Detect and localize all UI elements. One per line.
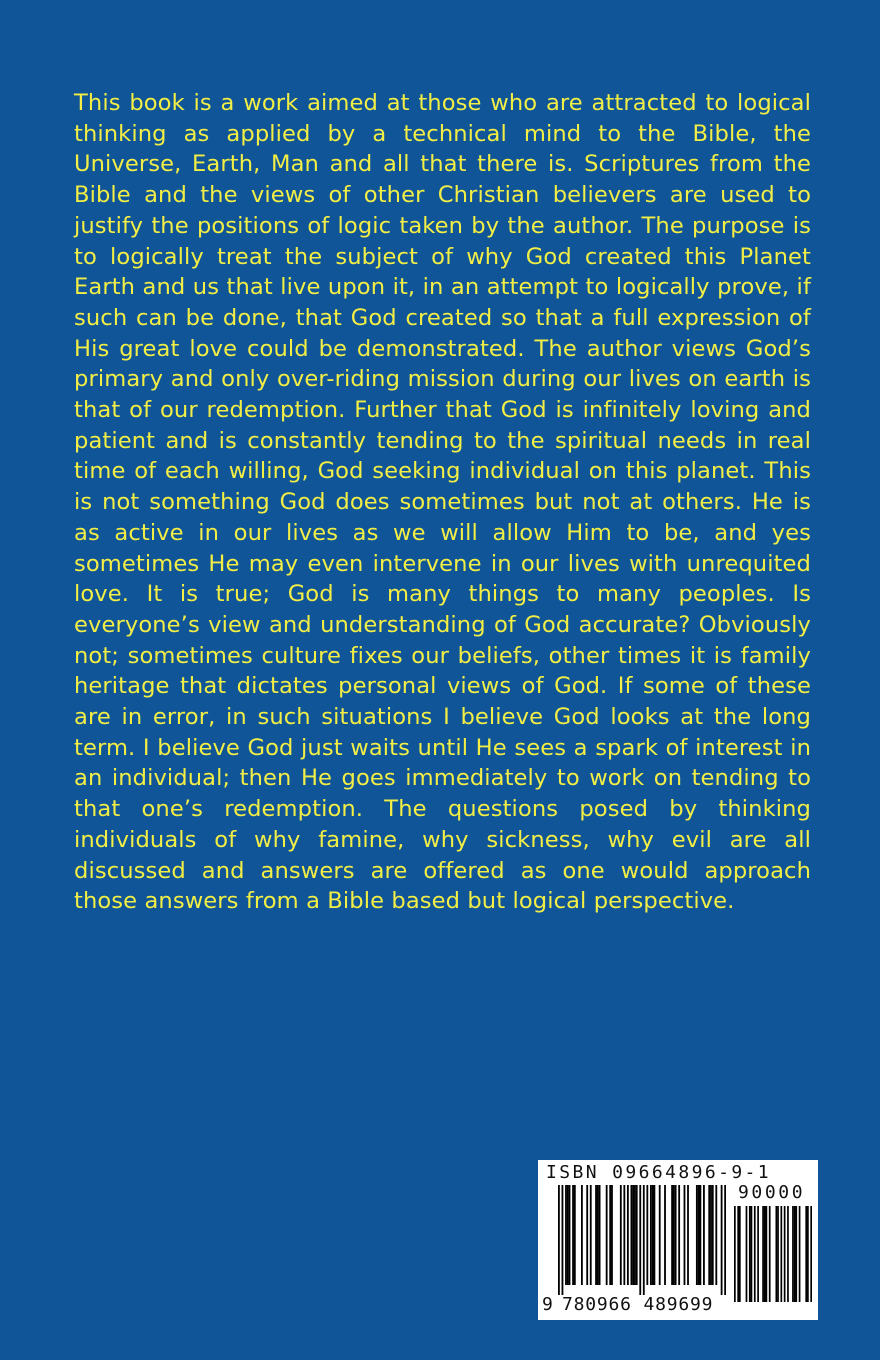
barcode-bar bbox=[631, 1185, 633, 1285]
barcode-bar bbox=[724, 1185, 726, 1295]
addon-bar bbox=[799, 1206, 801, 1302]
barcode-bar bbox=[572, 1185, 574, 1285]
barcode-bar bbox=[671, 1185, 673, 1285]
barcode-bar bbox=[620, 1185, 622, 1285]
addon-bar bbox=[754, 1206, 756, 1302]
barcode-bar bbox=[664, 1185, 666, 1285]
addon-bar bbox=[734, 1206, 736, 1302]
addon-bar bbox=[739, 1206, 741, 1302]
addon-bar bbox=[777, 1206, 779, 1302]
addon-bar bbox=[810, 1206, 812, 1302]
addon-bar bbox=[792, 1206, 794, 1302]
barcode-bar bbox=[708, 1185, 710, 1285]
barcode-bar bbox=[639, 1185, 641, 1295]
barcode-bar bbox=[581, 1185, 583, 1285]
addon-bar bbox=[795, 1206, 797, 1302]
barcode-bar bbox=[636, 1185, 638, 1285]
addon-bar bbox=[762, 1206, 764, 1302]
barcode-bar bbox=[562, 1185, 564, 1295]
barcode-bar bbox=[721, 1185, 723, 1295]
barcode-bar bbox=[586, 1185, 588, 1285]
addon-bar bbox=[784, 1206, 786, 1302]
addon-bar bbox=[746, 1206, 748, 1302]
barcode-bar bbox=[627, 1185, 629, 1285]
barcode-bar bbox=[574, 1185, 576, 1285]
barcode-bar bbox=[595, 1185, 597, 1285]
barcode-bar bbox=[673, 1185, 675, 1285]
barcode-bar bbox=[703, 1185, 705, 1285]
barcode-bar bbox=[558, 1185, 560, 1295]
barcode-bar bbox=[611, 1185, 613, 1285]
barcode-bar bbox=[696, 1185, 698, 1285]
addon-bar bbox=[749, 1206, 751, 1302]
ean-digits: 780966 489699 bbox=[562, 1294, 714, 1315]
barcode-box bbox=[538, 1160, 818, 1320]
barcode-bar bbox=[653, 1185, 655, 1285]
barcode-bar bbox=[609, 1185, 611, 1285]
price-addon-digits: 90000 bbox=[738, 1182, 806, 1203]
barcode-bar bbox=[678, 1185, 680, 1285]
addon-bar bbox=[780, 1206, 782, 1302]
barcode-bar bbox=[698, 1185, 700, 1285]
barcode-bar bbox=[597, 1185, 599, 1285]
barcode-bar bbox=[675, 1185, 677, 1285]
price-addon-barcode bbox=[734, 1206, 812, 1302]
ean-barcode bbox=[558, 1185, 726, 1295]
addon-bar bbox=[757, 1206, 759, 1302]
barcode-bar bbox=[699, 1185, 701, 1285]
barcode-bar bbox=[632, 1185, 634, 1285]
barcode-bar bbox=[569, 1185, 571, 1285]
barcode-bar bbox=[687, 1185, 689, 1285]
addon-bar bbox=[751, 1206, 753, 1302]
barcode-bar bbox=[684, 1185, 686, 1285]
addon-bar bbox=[807, 1206, 809, 1302]
barcode-bar bbox=[634, 1185, 636, 1285]
barcode-bar bbox=[650, 1185, 652, 1285]
addon-bar bbox=[805, 1206, 807, 1302]
addon-bar bbox=[769, 1206, 771, 1302]
barcode-bar bbox=[643, 1185, 645, 1295]
barcode-bar bbox=[623, 1185, 625, 1285]
barcode-bar bbox=[599, 1185, 601, 1285]
addon-bar bbox=[764, 1206, 766, 1302]
book-description: This book is a work aimed at those who are attracted to logical thinking as applied by a technical mind to the Bible, the Universe, Earth, Man and all that there is. Scriptures from the Bible and the views of other Christian believers are used to justify the positions of logic taken by the author. The purpose is to logically treat the subject of why God created this Planet Earth and us that live upon it, in an attempt to logically prove, if such can be done, that God created so that a full expression of His great love could be demonstrated. The author views God’s primary and only over-riding mission during our lives on earth is that of our redemption. Further that God is infinitely loving and patient and is constantly tending to the spiritual needs in real time of each willing, God seeking individual on this planet. This is not something God does sometimes but not at others. He is as active in our lives as we will allow Him to be, and yes sometimes He may even intervene in our lives with unrequited love. It is true; God is many things to many peoples. Is everyone’s view and understanding of God accurate? Obviously not; sometimes culture fixes our beliefs, other times it is family heritage that dictates personal views of God. If some of these are in error, in such situations I believe God looks at the long term. I believe God just waits until He sees a spark of interest in an individual; then He goes immediately to work on tending to that one’s redemption. The questions posed by thinking individuals of why famine, why sickness, why evil are all discussed and answers are offered as one would approach those answers from a Bible based but logical perspective. bbox=[74, 90, 811, 915]
ean-lead-digit: 9 bbox=[542, 1294, 553, 1315]
barcode-bar bbox=[590, 1185, 592, 1285]
isbn-label: ISBN 09664896-9-1 bbox=[546, 1162, 772, 1183]
addon-bar bbox=[787, 1206, 789, 1302]
addon-bar bbox=[775, 1206, 777, 1302]
barcode-bar bbox=[659, 1185, 661, 1285]
addon-bar bbox=[766, 1206, 768, 1302]
barcode-bar bbox=[567, 1185, 569, 1285]
barcode-bar bbox=[565, 1185, 567, 1285]
barcode-bar bbox=[710, 1185, 712, 1285]
addon-bar bbox=[737, 1206, 739, 1302]
addon-bar bbox=[794, 1206, 796, 1302]
barcode-bar bbox=[715, 1185, 717, 1285]
barcode-bar bbox=[646, 1185, 648, 1285]
barcode-bar bbox=[606, 1185, 608, 1285]
barcode-bar bbox=[712, 1185, 714, 1285]
barcode-bar bbox=[652, 1185, 654, 1285]
